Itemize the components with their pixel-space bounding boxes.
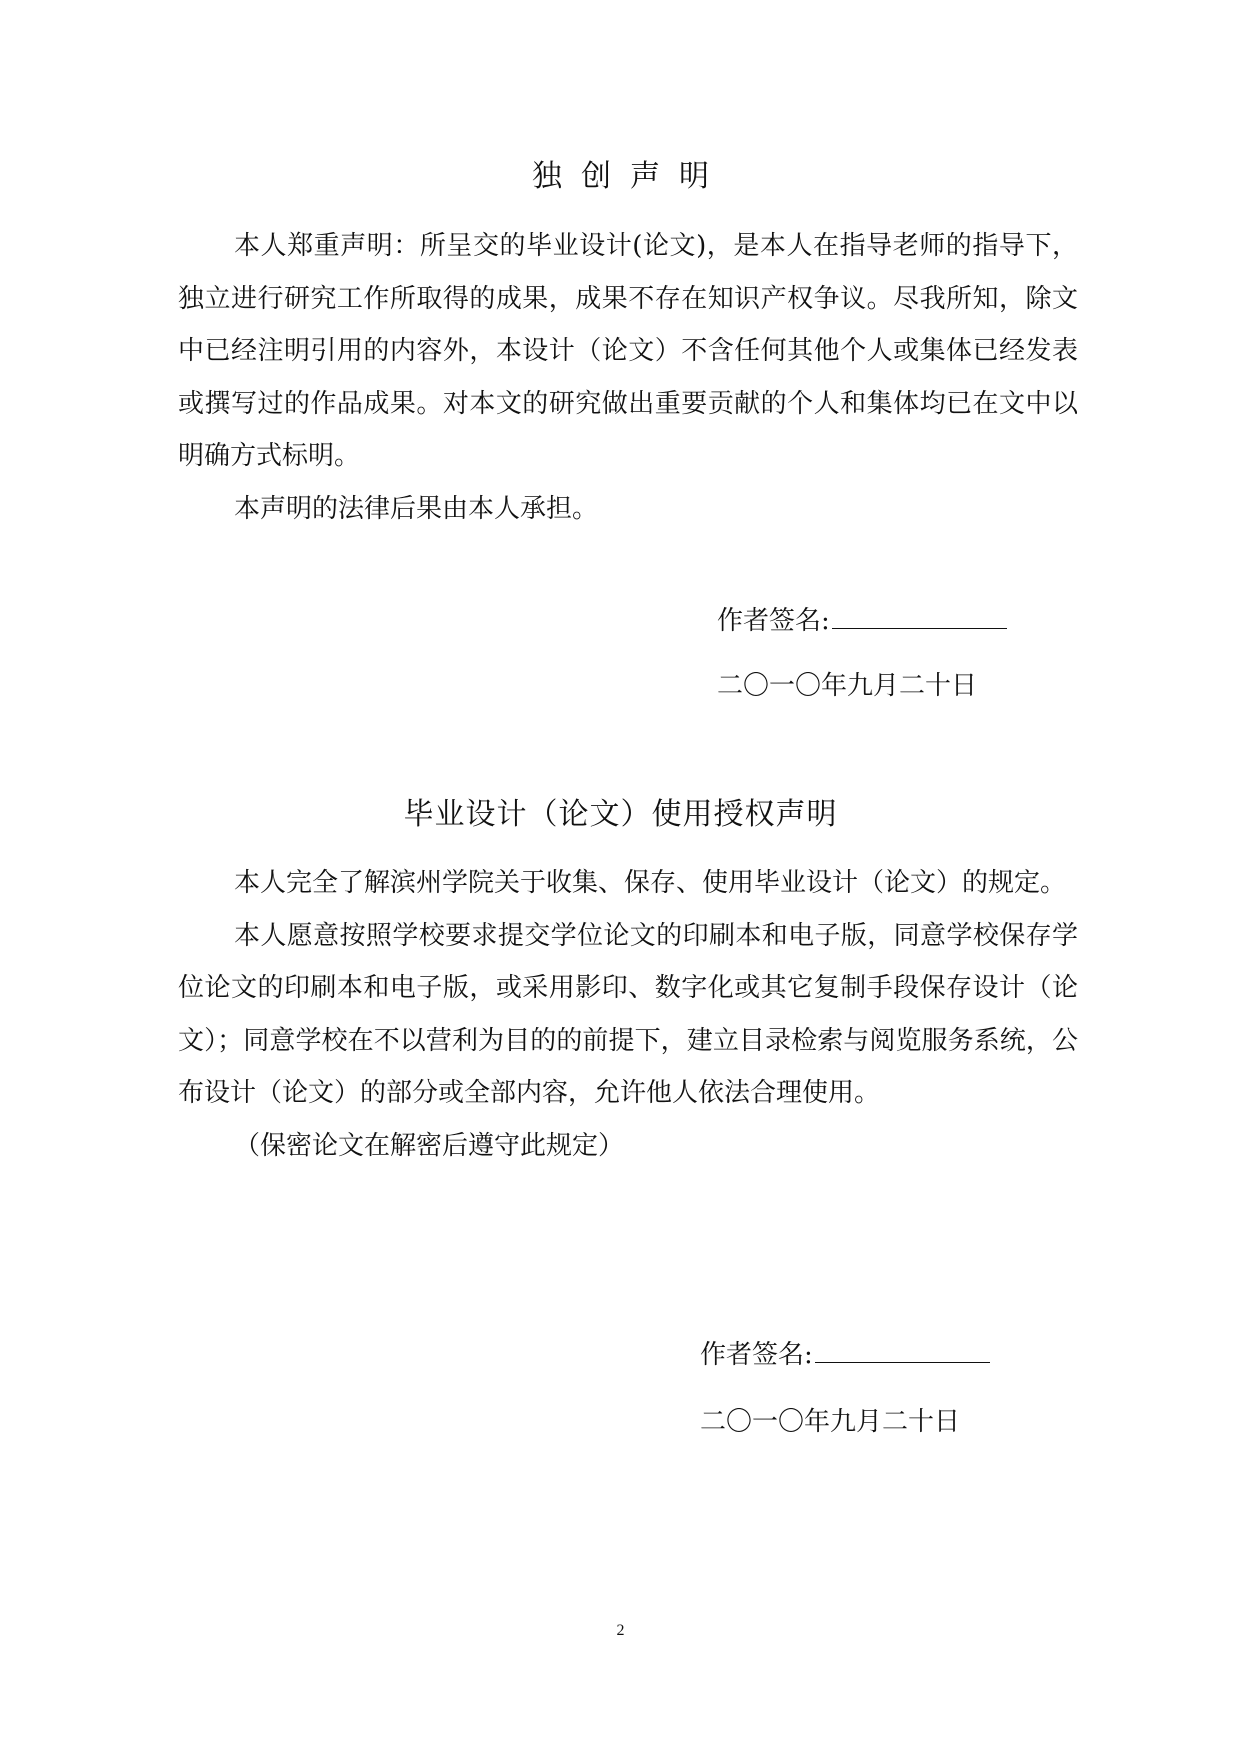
authorization-title: 毕业设计（论文）使用授权声明 xyxy=(403,797,838,832)
page-number: 2 xyxy=(616,1622,625,1639)
authorization-paragraph-1: 本人完全了解滨州学院关于收集、保存、使用毕业设计（论文）的规定。 xyxy=(234,868,1067,898)
originality-signature-label: 作者签名: xyxy=(717,606,830,636)
originality-body xyxy=(178,220,1078,535)
authorization-signature-label: 作者签名: xyxy=(700,1340,813,1370)
originality-signature xyxy=(717,600,1007,641)
originality-title: 独创声明 xyxy=(532,159,728,194)
originality-signature-line xyxy=(832,600,1007,629)
authorization-paragraph-2: 本人愿意按照学校要求提交学位论文的印刷本和电子版，同意学校保存学位论文的印刷本和电子版，或采用影印、数字化或其它复制手段保存设计（论文）；同意学校在不以营利为目的的前提下，建立目录检索与阅览服务系统，公布设计（论文）的部分或全部内容，允许他人依法合理使用。 xyxy=(178,920,1078,1108)
authorization-date: 二〇一〇年九月二十日 xyxy=(700,1407,961,1437)
originality-paragraph-1: 本人郑重声明：所呈交的毕业设计(论文)，是本人在指导老师的指导下，独立进行研究工作所取得的成果，成果不存在知识产权争议。尽我所知，除文中已经注明引用的内容外，本设计（论文）不含任何其他个人或集体已经发表或撰写过的作品成果。对本文的研究做出重要贡献的个人和集体均已在文中以明确方式标明。 xyxy=(178,231,1078,471)
authorization-signature xyxy=(700,1334,990,1375)
authorization-paragraph-3: （保密论文在解密后遵守此规定） xyxy=(234,1130,625,1161)
authorization-body xyxy=(178,857,1078,1172)
originality-paragraph-2: 本声明的法律后果由本人承担。 xyxy=(234,493,599,524)
authorization-signature-line xyxy=(815,1334,990,1363)
originality-date: 二〇一〇年九月二十日 xyxy=(717,671,978,701)
